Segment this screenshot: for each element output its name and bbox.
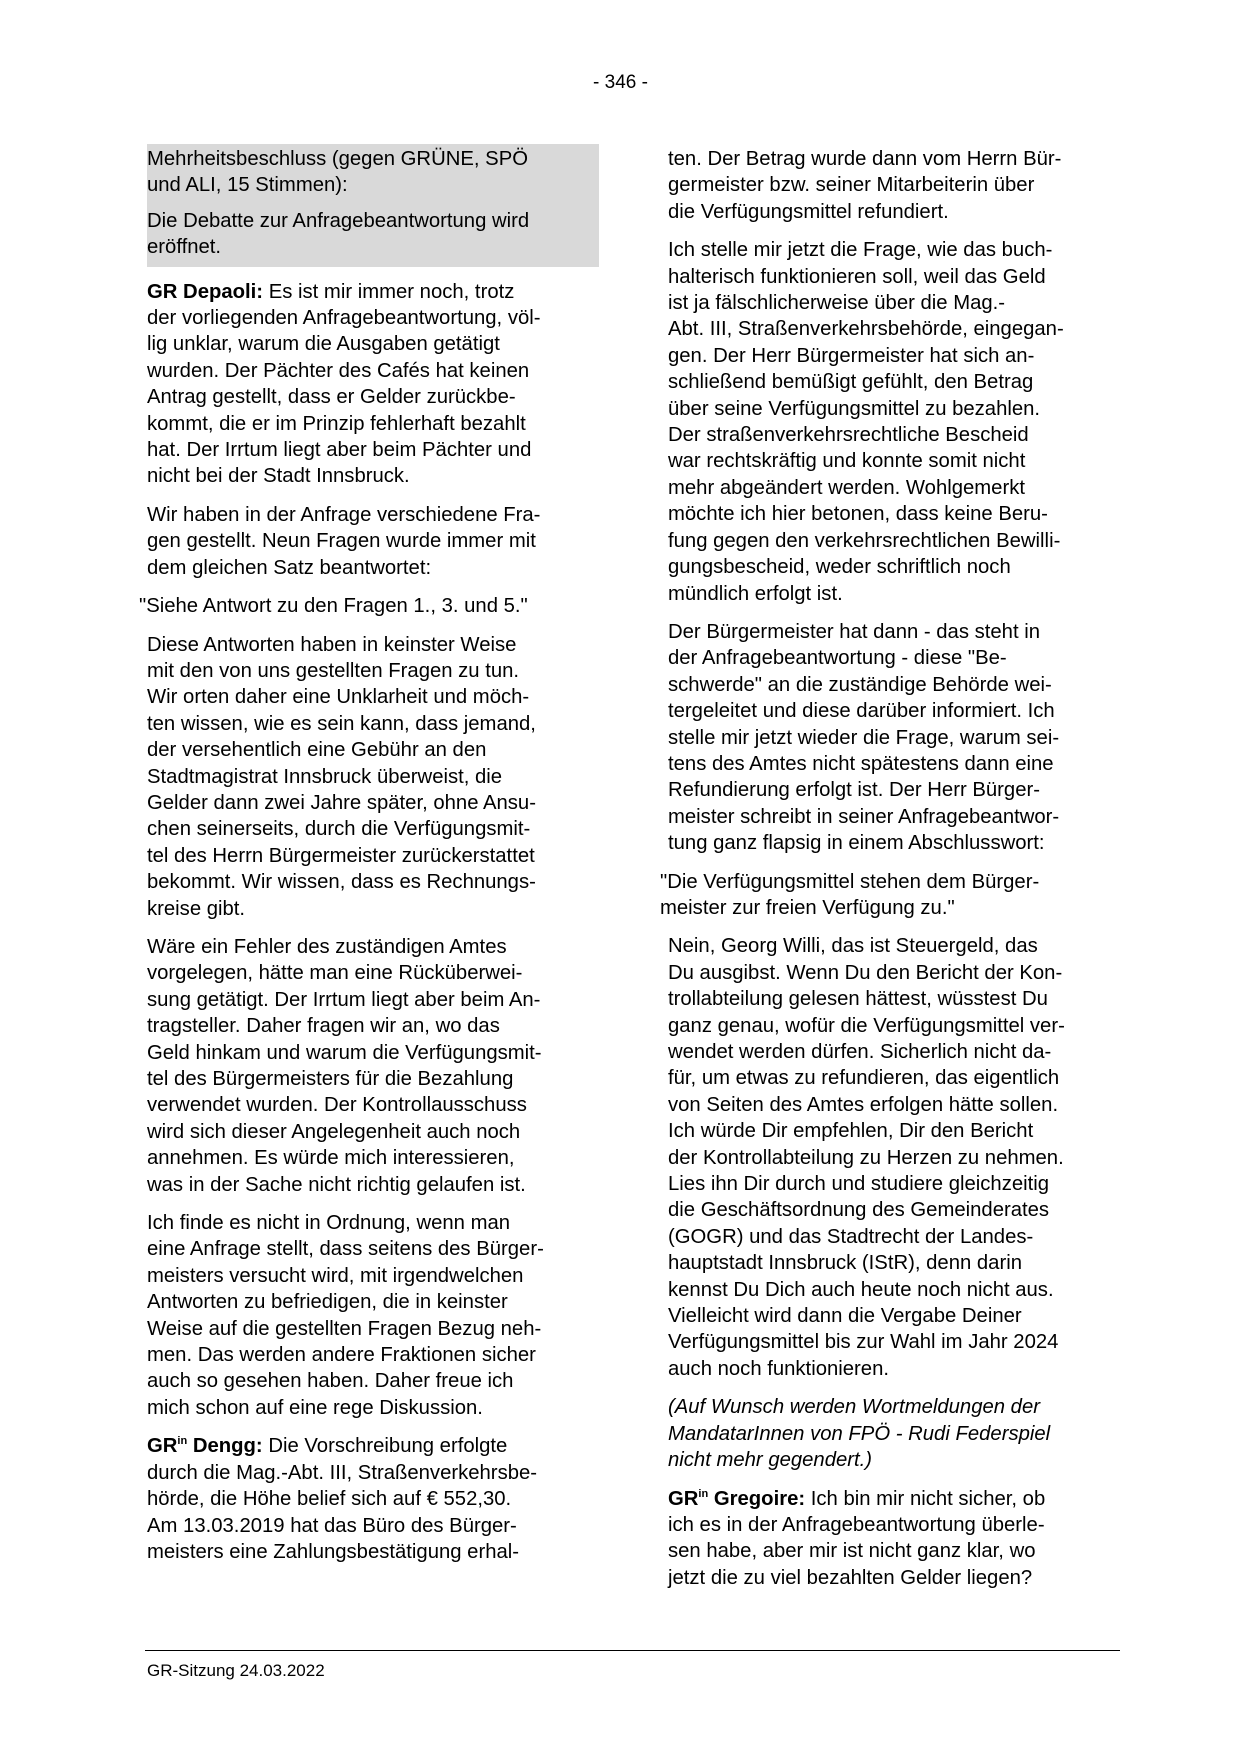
speaker-prefix: GR: [147, 1435, 178, 1458]
paragraph: [668, 1486, 1120, 1592]
resolution-box: [147, 144, 599, 267]
speaker-name: [668, 1488, 805, 1510]
paragraph: Der Bürgermeister hat dann - das steht in der Anfragebeantwortung - diese "Be- schwerde" an die zuständige Behörde wei- tergeleitet und diese darüber informiert. Ich stelle mir jetzt wieder die Frage, warum sei- tens des Amtes nicht spätestens dann eine Refundierung erfolgt ist. Der Herr Bürger- meister schreibt in seiner Anfragebeantwor- tung ganz flapsig in einem Abschlusswort:: [668, 620, 1060, 855]
speaker-superscript: in: [177, 1435, 188, 1448]
paragraph: ten. Der Betrag wurde dann vom Herrn Bür- germeister bzw. seiner Mitarbeiterin über die Verfügungsmittel refundiert.: [668, 148, 1062, 223]
quote: "Siehe Antwort zu den Fragen 1., 3. und 5.": [139, 595, 528, 618]
editorial-note: (Auf Wunsch werden Wortmeldungen der MandatarInnen von FPÖ - Rudi Federspiel nicht mehr gegendert.): [668, 1396, 1051, 1472]
footer-divider: [145, 1650, 1120, 1651]
paragraph-text: Es ist mir immer noch, trotz der vorliegenden Anfragebeantwortung, völ- lig unklar, warum die Ausgaben getätigt wurden. Der Pächter des Cafés hat keinen Antrag gestellt, dass er Gelder zurückbe- kommt, die er im Prinzip fehlerhaft bezahlt hat. Der Irrtum liegt aber beim Pächter und nicht bei der Stadt Innsbruck.: [147, 280, 541, 488]
page-number: - 346 -: [593, 72, 648, 93]
speaker-prefix: GR: [668, 1487, 699, 1510]
paragraph: Wir haben in der Anfrage verschiedene Fra- gen gestellt. Neun Fragen wurde immer mit dem gleichen Satz beantwortet:: [147, 503, 541, 579]
paragraph: Ich stelle mir jetzt die Frage, wie das buch- halterisch funktionieren soll, weil das Geld ist ja fälschlicherweise über die Mag.- Abt. III, Straßenverkehrsbehörde, eingegan- gen. Der Herr Bürgermeister hat sich an- schließend bemüßigt gefühlt, den Betrag über seine Verfügungsmittel zu bezahlen. Der straßenverkehrsrechtliche Bescheid war rechtskräftig und konnte somit nicht mehr abgeändert werden. Wohlgemerkt möchte ich hier betonen, dass keine Beru- fung gegen den verkehrsrechtlichen Bewilli- gungsbescheid, weder schriftlich noch mündlich erfolgt ist.: [668, 239, 1064, 605]
debate-opened-text: Die Debatte zur Anfragebeantwortung wird eröffnet.: [147, 209, 530, 259]
resolution-text: Mehrheitsbeschluss (gegen GRÜNE, SPÖ und ALI, 15 Stimmen):: [147, 148, 528, 197]
paragraph: [147, 279, 599, 490]
left-column: [139, 144, 599, 1577]
speaker-surname: Gregoire:: [708, 1487, 806, 1510]
paragraph-text: Ich bin mir nicht sicher, ob ich es in der Anfragebeantwortung überle- sen habe, aber mir ist nicht ganz klar, wo jetzt die zu viel bezahlten Gelder liegen?: [668, 1487, 1046, 1589]
right-column: [660, 144, 1120, 1603]
speaker-superscript: in: [698, 1487, 709, 1500]
speaker-name: GR Depaoli:: [147, 280, 264, 303]
paragraph-text: Die Vorschreibung erfolgte durch die Mag.-Abt. III, Straßenverkehrsbe- hörde, die Höhe belief sich auf € 552,30. Am 13.03.2019 hat das Büro des Bürger- meisters eine Zahlungsbestätigung erhal-: [147, 1435, 538, 1563]
speaker-surname: Dengg:: [187, 1435, 263, 1458]
footer-text: GR-Sitzung 24.03.2022: [147, 1661, 325, 1680]
paragraph: Wäre ein Fehler des zuständigen Amtes vorgelegen, hätte man eine Rücküberwei- sung getätigt. Der Irrtum liegt aber beim An- tragsteller. Daher fragen wir an, wo das Geld hinkam und warum die Verfügungsmit- tel des Bürgermeisters für die Bezahlung verwendet wurden. Der Kontrollausschuss wird sich dieser Angelegenheit auch noch annehmen. Es würde mich interessieren, was in der Sache nicht richtig gelaufen ist.: [147, 935, 542, 1196]
paragraph: Ich finde es nicht in Ordnung, wenn man eine Anfrage stellt, dass seitens des Bürger- meisters versucht wird, mit irgendwelchen Antworten zu befriedigen, die in keinster Weise auf die gestellten Fragen Bezug neh- men. Das werden andere Fraktionen sicher auch so gesehen haben. Daher freue ich mich schon auf eine rege Diskussion.: [147, 1212, 544, 1419]
quote: "Die Verfügungsmittel stehen dem Bürger- meister zur freien Verfügung zu.": [660, 870, 1040, 919]
paragraph: [147, 1433, 599, 1565]
paragraph: Diese Antworten haben in keinster Weise mit den von uns gestellten Fragen zu tun. Wir orten daher eine Unklarheit und möch- ten wissen, wie es sein kann, dass jemand, der versehentlich eine Gebühr an den Stadtmagistrat Innsbruck überweist, die Gelder dann zwei Jahre später, ohne Ansu- chen seinerseits, durch die Verfügungsmit- tel des Herrn Bürgermeister zurückerstattet bekommt. Wir wissen, dass es Rechnungs- kreise gibt.: [147, 633, 536, 920]
speaker-name: [147, 1435, 263, 1457]
paragraph: Nein, Georg Willi, das ist Steuergeld, das Du ausgibst. Wenn Du den Bericht der Kon- trollabteilung gelesen hättest, wüsstest Du ganz genau, wofür die Verfügungsmittel ver- wendet werden dürfen. Sicherlich nicht da- für, um etwas zu refundieren, das eigentlich von Seiten des Amtes erfolgen hätte sollen. Ich würde Dir empfehlen, Dir den Bericht der Kontrollabteilung zu Herzen zu nehmen. Lies ihn Dir durch und studiere gleichzeitig die Geschäftsordnung des Gemeinderates (GOGR) und das Stadtrecht der Landes- hauptstadt Innsbruck (IStR), denn darin kennst Du Dich auch heute noch nicht aus. Vielleicht wird dann die Vergabe Deiner Verfügungsmittel bis zur Wahl im Jahr 2024 auch noch funktionieren.: [668, 935, 1065, 1380]
